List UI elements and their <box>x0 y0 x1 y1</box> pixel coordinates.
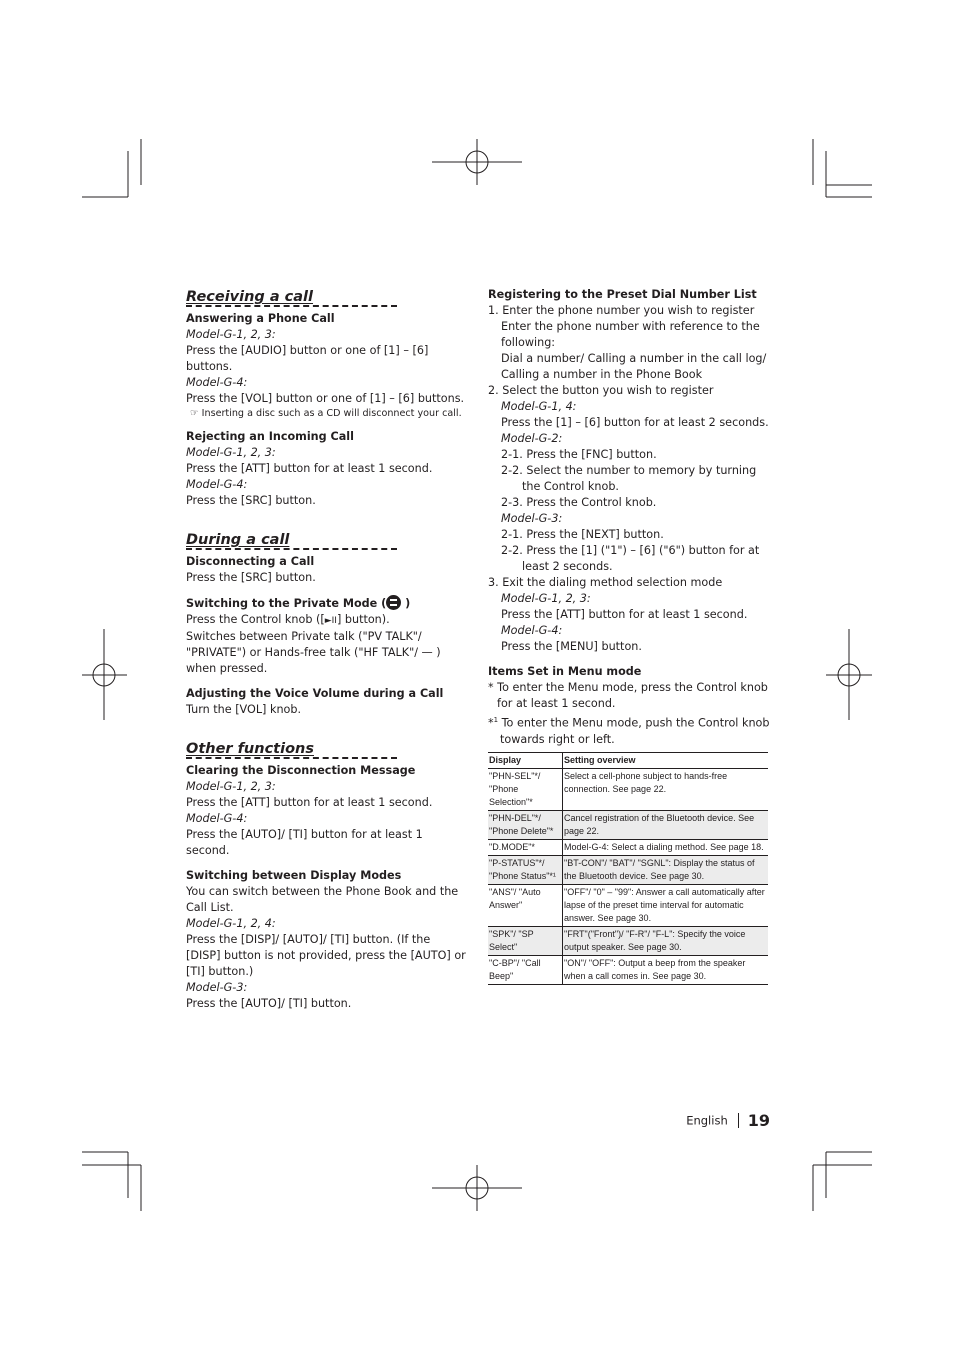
section-receiving-title: Receiving a call <box>186 287 397 309</box>
table-header-display: Display <box>488 752 563 768</box>
model-label: Model-G-2: <box>501 432 563 445</box>
instruction-text: Press the [SRC] button. <box>186 571 316 584</box>
volume-heading: Adjusting the Voice Volume during a Call <box>186 687 444 700</box>
table-row: "ANS"/ "Auto Answer" "OFF"/ "0" – "99": Answer a call automatically after lapse of the preset time interval for automatic answer. See page 30. <box>488 884 768 926</box>
left-column <box>186 287 466 1012</box>
page-number: 19 <box>747 1111 770 1130</box>
model-label: Model-G-3: <box>186 981 248 994</box>
model-label: Model-G-1, 2, 4: <box>186 917 276 930</box>
instruction-text: Press the [AUDIO] button or one of [1] – [6] buttons. <box>186 344 429 373</box>
play-pause-icon: ►II <box>324 616 337 626</box>
table-row: "PHN-DEL"*/ "Phone Delete"* Cancel registration of the Bluetooth device. See page 22. <box>488 810 768 839</box>
table-row: "PHN-SEL"*/ "Phone Selection"* Select a cell-phone subject to hands-free connection. See page 22. <box>488 768 768 810</box>
instruction-text: Press the [AUTO]/ [TI] button for at least 1 second. <box>186 828 423 857</box>
answering-heading: Answering a Phone Call <box>186 312 335 325</box>
menu-note: * To enter the Menu mode, press the Control knob for at least 1 second. <box>488 681 768 710</box>
instruction-text: You can switch between the Phone Book and the Call List. <box>186 885 459 914</box>
menu-settings-table <box>488 752 768 985</box>
table-row: "SPK"/ "SP Select" "FRT"("Front")/ "F-R"/ "F-L": Specify the voice output speaker. See page 30. <box>488 926 768 955</box>
instruction-text: Turn the [VOL] knob. <box>186 703 302 716</box>
table-row: "C-BP"/ "Call Beep" "ON"/ "OFF": Output a beep from the speaker when a call comes in. See page 30. <box>488 955 768 984</box>
model-label: Model-G-1, 2, 3: <box>186 780 276 793</box>
rejecting-heading: Rejecting an Incoming Call <box>186 430 354 443</box>
instruction-text: Press the Control knob ([►II] button). <box>186 613 390 626</box>
model-label: Model-G-4: <box>186 478 248 491</box>
step-1: 1. Enter the phone number you wish to register <box>488 304 755 317</box>
model-label: Model-G-1, 2, 3: <box>501 592 591 605</box>
step-text: Press the [MENU] button. <box>501 640 642 653</box>
section-other-title: Other functions <box>186 739 397 761</box>
right-column <box>488 287 770 985</box>
model-label: Model-G-1, 2, 3: <box>186 446 276 459</box>
phone-handset-icon <box>386 595 401 610</box>
step-3: 3. Exit the dialing method selection mode <box>488 576 723 589</box>
instruction-text: Press the [DISP]/ [AUTO]/ [TI] button. (If the [DISP] button is not provided, press the [AUTO] or [TI] button.) <box>186 933 466 978</box>
model-label: Model-G-1, 4: <box>501 400 577 413</box>
model-label: Model-G-1, 2, 3: <box>186 328 276 341</box>
note: ☞ Inserting a disc such as a CD will disconnect your call. <box>190 408 462 419</box>
preset-heading: Registering to the Preset Dial Number List <box>488 288 757 301</box>
footer-divider <box>738 1113 739 1128</box>
instruction-text: Press the [ATT] button for at least 1 second. <box>186 796 433 809</box>
step-text: Press the [1] – [6] button for at least 2 seconds. <box>501 416 769 429</box>
step-2: 2. Select the button you wish to register <box>488 384 714 397</box>
section-during-title: During a call <box>186 530 397 552</box>
instruction-text: Switches between Private talk ("PV TALK"/ "PRIVATE") or Hands-free talk ("HF TALK"/ — ) when pressed. <box>186 630 441 675</box>
sub-step: 2-1. Press the [NEXT] button. <box>501 528 664 541</box>
instruction-text: Press the [VOL] button or one of [1] – [6] buttons. <box>186 392 465 405</box>
sub-step: 2-3. Press the Control knob. <box>501 496 657 509</box>
clearing-heading: Clearing the Disconnection Message <box>186 764 416 777</box>
model-label: Model-G-4: <box>186 812 248 825</box>
footer-language: English <box>686 1113 728 1128</box>
model-label: Model-G-4: <box>186 376 248 389</box>
menu-heading: Items Set in Menu mode <box>488 665 642 678</box>
step-text: Press the [ATT] button for at least 1 second. <box>501 608 748 621</box>
model-label: Model-G-4: <box>501 624 563 637</box>
instruction-text: Press the [SRC] button. <box>186 494 316 507</box>
sub-step: 2-1. Press the [FNC] button. <box>501 448 657 461</box>
private-mode-heading: Switching to the Private Mode ( ) <box>186 597 411 610</box>
table-row: "P-STATUS"*/ "Phone Status"*¹ "BT-CON"/ "BAT"/ "SGNL": Display the status of the Bluetooth device. See page 30. <box>488 855 768 884</box>
sub-step: 2-2. Select the number to memory by turning the Control knob. <box>501 464 757 493</box>
menu-note: *$^1$ To enter the Menu mode, push the Control knob towards right or left. <box>488 716 770 746</box>
instruction-text: Press the [AUTO]/ [TI] button. <box>186 997 352 1010</box>
table-header-overview: Setting overview <box>563 752 769 768</box>
step-text: Enter the phone number with reference to the following: <box>501 320 760 349</box>
page-footer <box>600 1110 770 1130</box>
note-hand-icon: ☞ <box>190 408 199 419</box>
model-label: Model-G-3: <box>501 512 563 525</box>
table-row: "D.MODE"* Model-G-4: Select a dialing method. See page 18. <box>488 839 768 855</box>
disconnecting-heading: Disconnecting a Call <box>186 555 315 568</box>
sub-step: 2-2. Press the [1] ("1") – [6] ("6") button for at least 2 seconds. <box>501 544 760 573</box>
instruction-text: Press the [ATT] button for at least 1 second. <box>186 462 433 475</box>
display-modes-heading: Switching between Display Modes <box>186 869 402 882</box>
step-text: Dial a number/ Calling a number in the call log/ Calling a number in the Phone Book <box>501 352 767 381</box>
